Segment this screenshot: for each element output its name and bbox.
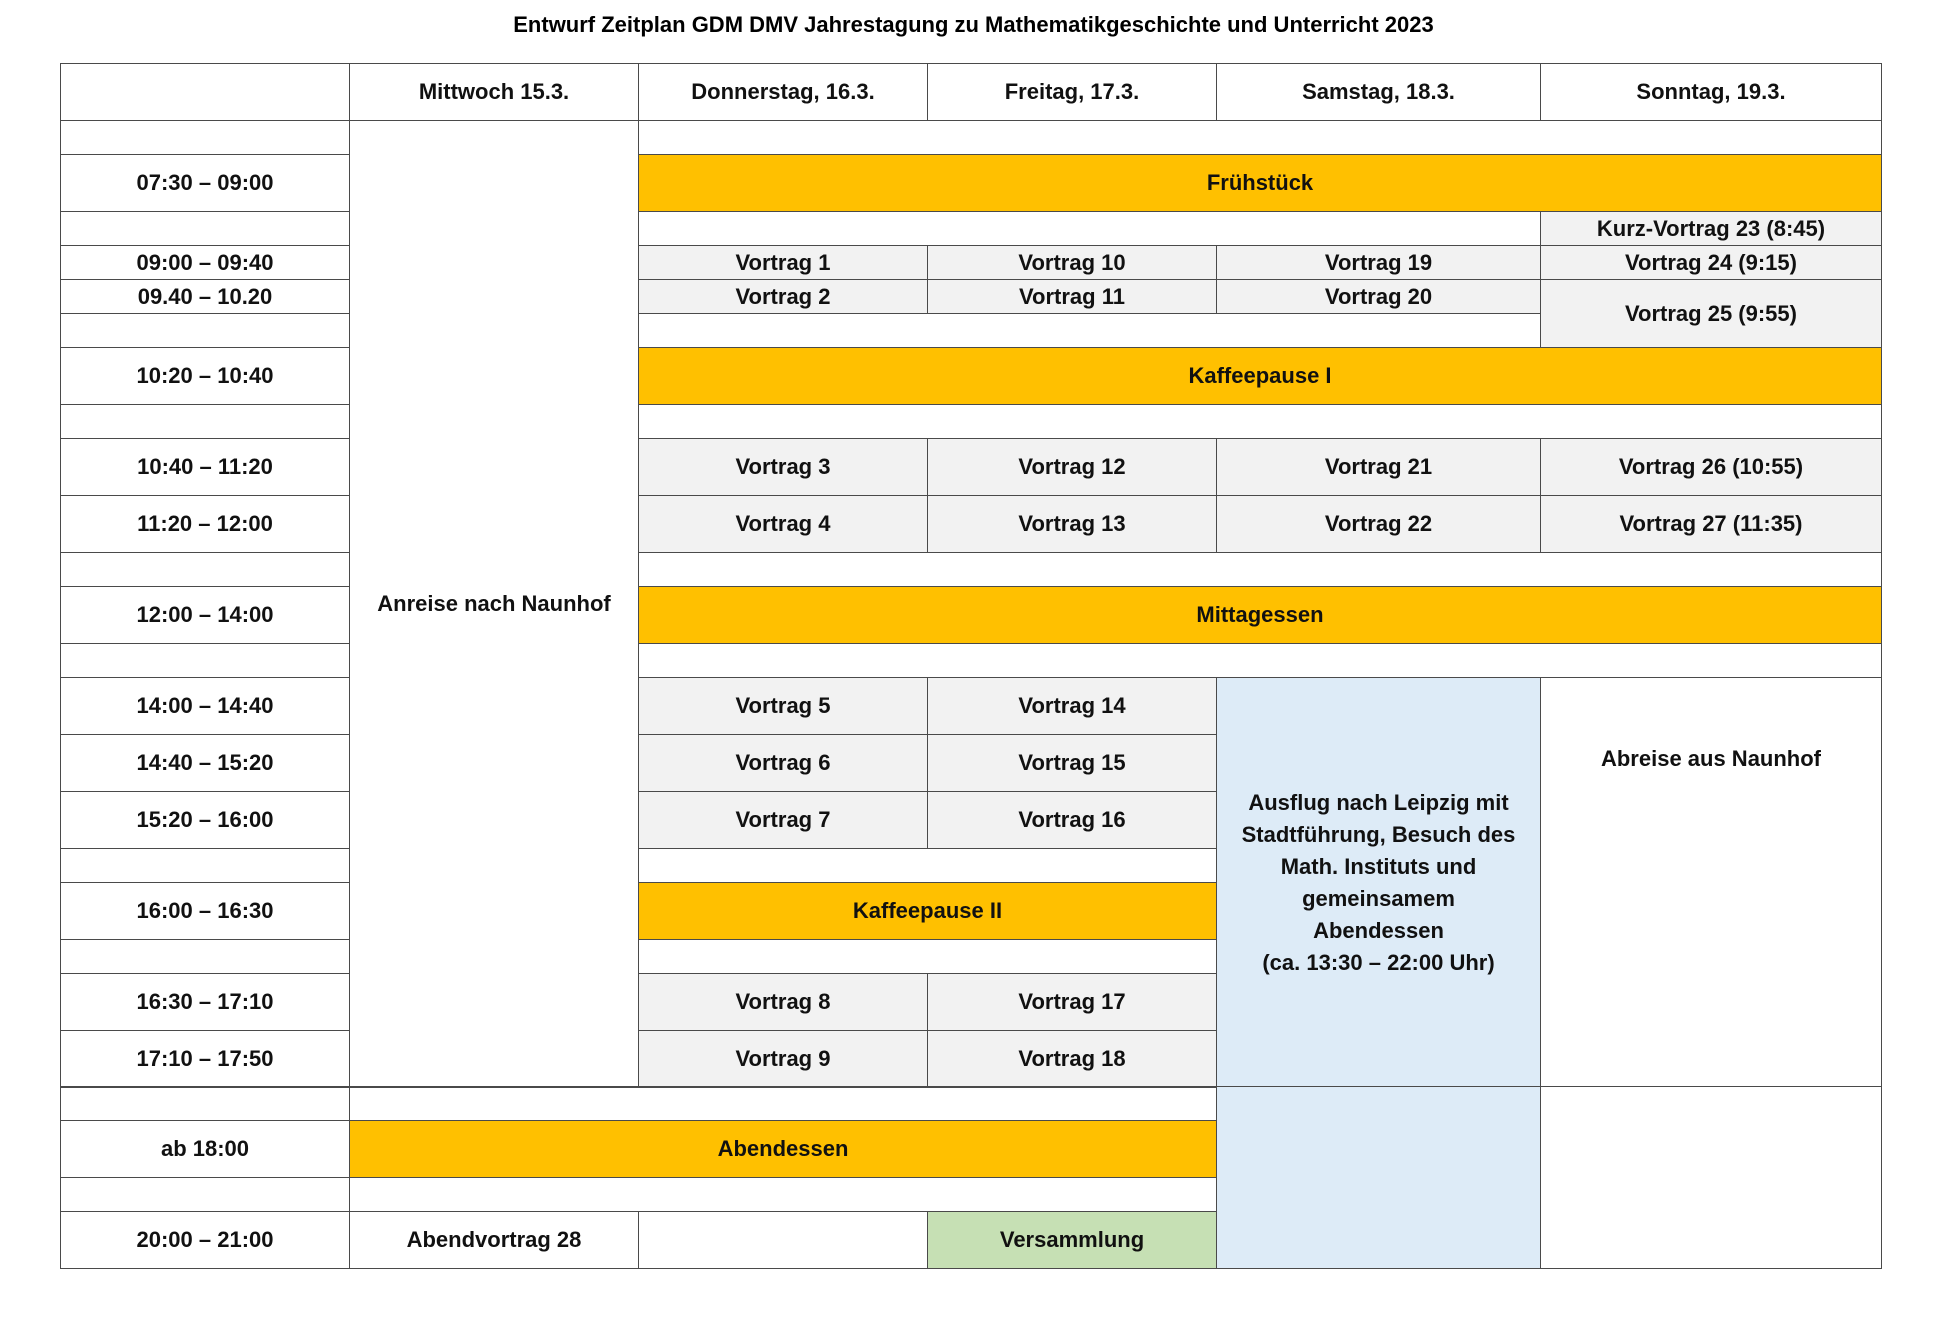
talk-cell: Vortrag 11 [928, 280, 1217, 314]
gap-cell [639, 553, 1882, 587]
talk-cell: Vortrag 20 [1217, 280, 1541, 314]
time-gap [61, 121, 350, 155]
time-label: 09:00 – 09:40 [61, 246, 350, 280]
ausflug-line: Stadtführung, Besuch des [1241, 821, 1516, 847]
time-label: 14:00 – 14:40 [61, 678, 350, 735]
ausflug-line: Ausflug nach Leipzig mit [1248, 789, 1509, 815]
time-label: 14:40 – 15:20 [61, 735, 350, 792]
talk-cell: Vortrag 15 [928, 735, 1217, 792]
gap-cell [639, 940, 1217, 974]
day-header: Donnerstag, 16.3. [639, 64, 928, 121]
talk-cell: Vortrag 12 [928, 439, 1217, 496]
talk-cell: Vortrag 24 (9:15) [1541, 246, 1882, 280]
day-header: Mittwoch 15.3. [350, 64, 639, 121]
time-label: 09.40 – 10.20 [61, 280, 350, 314]
talk-cell: Vortrag 27 (11:35) [1541, 496, 1882, 553]
talk-cell: Vortrag 16 [928, 792, 1217, 849]
time-label: ab 18:00 [61, 1120, 350, 1177]
talk-cell: Vortrag 4 [639, 496, 928, 553]
talk-cell: Vortrag 5 [639, 678, 928, 735]
time-label: 12:00 – 14:00 [61, 587, 350, 644]
talk-cell: Vortrag 14 [928, 678, 1217, 735]
talk-cell: Vortrag 2 [639, 280, 928, 314]
time-label: 07:30 – 09:00 [61, 155, 350, 212]
gap-cell [350, 1086, 1217, 1120]
time-gap [61, 553, 350, 587]
ausflug-line: Math. Instituts und [1280, 853, 1477, 879]
gap-cell [639, 212, 1541, 246]
ausflug-cell [1217, 678, 1541, 1088]
talk-cell: Vortrag 26 (10:55) [1541, 439, 1882, 496]
talk-cell: Vortrag 21 [1217, 439, 1541, 496]
time-label: 11:20 – 12:00 [61, 496, 350, 553]
talk-cell: Vortrag 6 [639, 735, 928, 792]
abendvortrag-cell: Abendvortrag 28 [350, 1211, 639, 1268]
time-gap [61, 940, 350, 974]
ausflug-line: Abendessen [1313, 917, 1444, 943]
ausflug-cell-cont [1217, 1086, 1541, 1268]
talk-cell: Vortrag 25 (9:55) [1541, 280, 1882, 348]
time-label: 20:00 – 21:00 [61, 1211, 350, 1268]
gap-cell [639, 314, 1541, 348]
schedule-table [60, 63, 1882, 1088]
kaffeepause-1-block: Kaffeepause I [639, 348, 1882, 405]
gap-cell [639, 644, 1882, 678]
time-label: 17:10 – 17:50 [61, 1031, 350, 1088]
talk-cell: Vortrag 13 [928, 496, 1217, 553]
time-gap [61, 849, 350, 883]
time-label: 16:00 – 16:30 [61, 883, 350, 940]
talk-cell: Vortrag 18 [928, 1031, 1217, 1088]
time-label: 10:20 – 10:40 [61, 348, 350, 405]
ausflug-line: (ca. 13:30 – 22:00 Uhr) [1262, 949, 1495, 975]
ausflug-line: gemeinsamem [1302, 885, 1455, 911]
gap-cell [639, 405, 1882, 439]
time-label: 10:40 – 11:20 [61, 439, 350, 496]
time-gap [61, 212, 350, 246]
talk-cell: Kurz-Vortrag 23 (8:45) [1541, 212, 1882, 246]
header-row [61, 64, 1882, 121]
talk-cell: Vortrag 1 [639, 246, 928, 280]
time-gap [61, 644, 350, 678]
mittagessen-block: Mittagessen [639, 587, 1882, 644]
time-label: 15:20 – 16:00 [61, 792, 350, 849]
talk-cell: Vortrag 22 [1217, 496, 1541, 553]
day-header: Freitag, 17.3. [928, 64, 1217, 121]
time-gap [61, 314, 350, 348]
abreise-cell: Abreise aus Naunhof [1541, 678, 1882, 1088]
abreise-cell-cont [1541, 1086, 1882, 1268]
header-corner [61, 64, 350, 121]
talk-cell: Vortrag 9 [639, 1031, 928, 1088]
talk-cell: Vortrag 7 [639, 792, 928, 849]
page-title: Entwurf Zeitplan GDM DMV Jahrestagung zu Mathematikgeschichte und Unterricht 2023 [513, 12, 1434, 37]
day-header: Sonntag, 19.3. [1541, 64, 1882, 121]
time-gap [61, 405, 350, 439]
fruehstueck-block: Frühstück [639, 155, 1882, 212]
day-header: Samstag, 18.3. [1217, 64, 1541, 121]
time-gap [61, 1177, 350, 1211]
talk-cell: Vortrag 8 [639, 974, 928, 1031]
time-label: 16:30 – 17:10 [61, 974, 350, 1031]
kaffeepause-2-block: Kaffeepause II [639, 883, 1217, 940]
talk-cell: Vortrag 19 [1217, 246, 1541, 280]
talk-cell: Vortrag 10 [928, 246, 1217, 280]
schedule-table-evening [60, 1086, 1882, 1269]
talk-cell: Vortrag 17 [928, 974, 1217, 1031]
talk-cell: Vortrag 3 [639, 439, 928, 496]
gap-cell [639, 121, 1882, 155]
gap-cell [639, 849, 1217, 883]
versammlung-cell: Versammlung [928, 1211, 1217, 1268]
time-gap [61, 1086, 350, 1120]
gap-cell [350, 1177, 1217, 1211]
anreise-cell: Anreise nach Naunhof [350, 121, 639, 1088]
abendessen-block: Abendessen [350, 1120, 1217, 1177]
empty-cell [639, 1211, 928, 1268]
